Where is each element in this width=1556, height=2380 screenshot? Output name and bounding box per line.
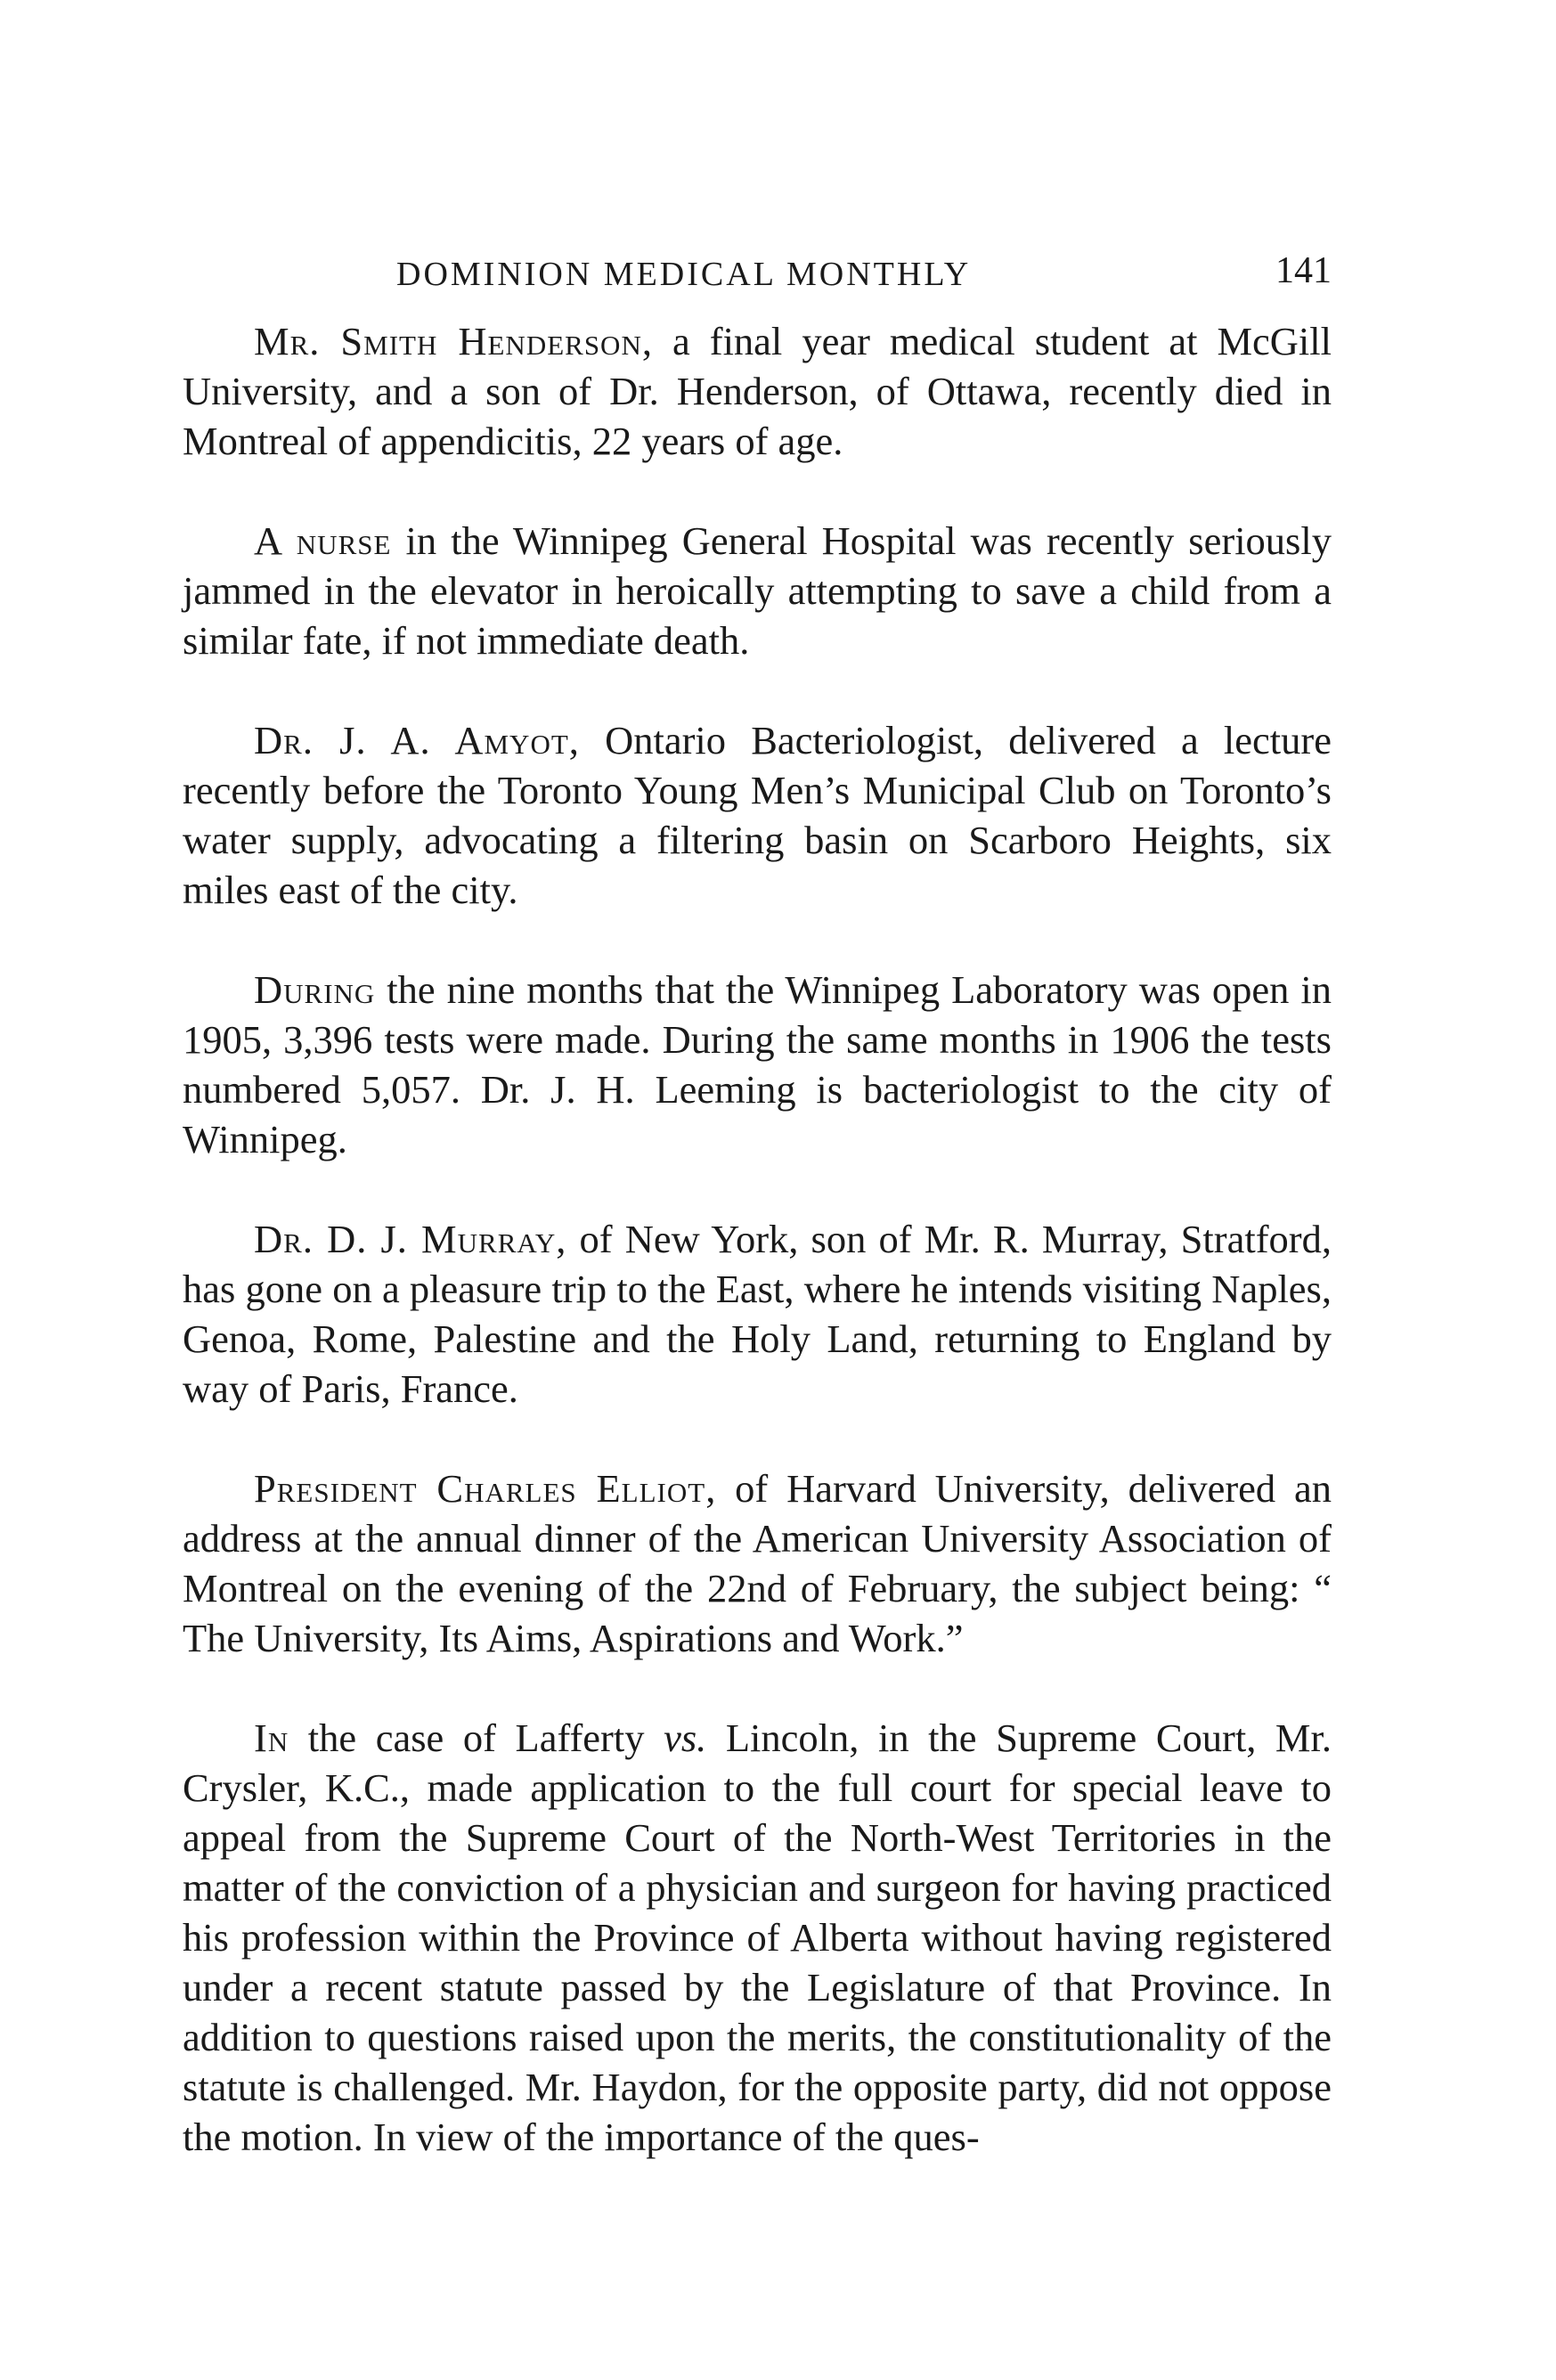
running-head (183, 242, 1332, 296)
journal-title: DOMINION MEDICAL MONTHLY (396, 256, 972, 293)
page-number: 141 (1275, 250, 1332, 291)
news-item-nurse (183, 516, 1332, 665)
paragraph-italic: vs. (664, 1716, 707, 1760)
paragraph-lead: President Charles Elliot, (254, 1466, 717, 1511)
paragraph-lead: Dr. D. J. Murray, (254, 1217, 567, 1261)
paragraph-text: the nine months that the Winnipeg Laboratory was open in 1905, 3,396 tests were made. During the same months in 1906 the tests numbered 5,057. Dr. J. H. Leeming is bacteriologist to the city of Winnipeg. (183, 967, 1332, 1161)
paragraph-lead: A nurse (254, 518, 392, 563)
paragraph-text: of Harvard University, delivered an address at the annual dinner of the American University Association of Montreal on the evening of the 22nd of February, the subject being: “ The University, Its Aims, Aspirations and Work.” (183, 1466, 1332, 1660)
paragraph-text: the case of Lafferty (289, 1716, 664, 1760)
paragraph-text: a final year medical student at McGill University, and a son of Dr. Henderson, of Ottawa, recently died in Montreal of appendicitis, 22 years of age. (183, 319, 1332, 463)
paragraph-lead: Dr. J. A. Amyot, (254, 718, 580, 762)
news-item-elliot (183, 1463, 1332, 1663)
paragraph-text: Ontario Bacteriologist, delivered a lecture recently before the Toronto Young Men’s Municipal Club on Toronto’s water supply, advocating a filtering basin on Scarboro Heights, six miles east of the city. (183, 718, 1332, 912)
news-item-henderson (183, 316, 1332, 466)
paragraph-lead: In (254, 1716, 289, 1760)
news-item-murray (183, 1214, 1332, 1414)
paragraph-text: in the Winnipeg General Hospital was recently seriously jammed in the elevator in heroically attempting to save a child from a similar fate, if not immediate death. (183, 518, 1332, 663)
news-item-lafferty (183, 1713, 1332, 2162)
news-item-amyot (183, 715, 1332, 915)
paragraph-lead: During (254, 967, 376, 1012)
paragraph-text: Lincoln, in the Supreme Court, Mr. Crysler, K.C., made application to the full court for special leave to appeal from the Supreme Court of the North-West Territories in the matter of the conviction of a physician and surgeon for having practiced his profession within the Province of Alberta without having registered under a recent statute passed by the Legislature of that Province. In addition to questions raised upon the merits, the constitutionality of the statute is challenged. Mr. Haydon, for the opposite party, did not oppose the motion. In view of the importance of the ques- (183, 1716, 1332, 2159)
paragraph-text: of New York, son of Mr. R. Murray, Stratford, has gone on a pleasure trip to the East, where he intends visiting Naples, Genoa, Rome, Palestine and the Holy Land, returning to England by way of Paris, France. (183, 1217, 1332, 1411)
paragraph-lead: Mr. Smith Henderson, (254, 319, 653, 363)
article-body (183, 316, 1332, 2212)
news-item-laboratory (183, 965, 1332, 1164)
